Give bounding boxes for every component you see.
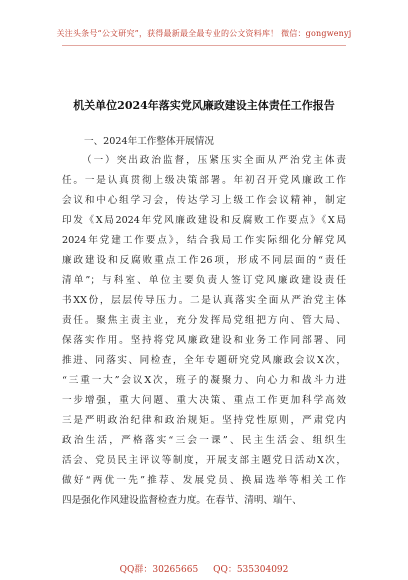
promo-divider xyxy=(62,45,346,46)
body-line: 政治生活，严格落实“三会一课”、民主生活会、组织生 xyxy=(62,435,346,446)
body-line: 2024年党建工作要点》，结合我局工作实际细化分解党风 xyxy=(62,235,346,246)
body-line: 推进、同落实、同检查，全年专题研究党风廉政会议X次， xyxy=(62,355,346,366)
body-line: 会议和中心组学习会，传达学习上级工作会议精神，制定 xyxy=(62,195,346,206)
body-line: 任。一是认真贯彻上级决策部署。年初召开党风廉政工作 xyxy=(62,175,346,186)
body-line: 活会、党员民主评议等制度，开展支部主题党日活动X次， xyxy=(62,455,346,466)
body-line: 保落实作用。坚持将党风廉政建设和业务工作同部署、同 xyxy=(62,335,346,346)
body-line: 责任。聚焦主责主业，充分发挥局党组把方向、管大局、 xyxy=(62,315,346,326)
body-line: 廉政建设和反腐败重点工作26项，形成不同层面的“责任 xyxy=(62,255,346,266)
footer-contact xyxy=(0,562,408,575)
body-line: 四是强化作风建设监督检查力度。在春节、清明、端午、 xyxy=(62,495,302,506)
footer-qq-group: QQ群：30265665 xyxy=(119,565,199,575)
body-line: 三是严明政治纪律和政治规矩。坚持党性原则，严肃党内 xyxy=(62,415,346,426)
promo-banner: 关注头条号“公文研究”，获得最新最全最专业的公文资料库！ 微信：gongwenyj xyxy=(56,29,352,38)
body-line: 印发《X局2024年党风廉政建设和反腐败工作要点》《X局 xyxy=(62,215,346,226)
section-heading: 一、2024年工作整体开展情况 xyxy=(84,136,214,147)
body-line: 清单”；与科室、单位主要负责人签订党风廉政建设责任 xyxy=(62,275,346,286)
footer-qq: QQ：535304092 xyxy=(213,565,289,575)
body-line: 书XX份，层层传导压力。二是认真落实全面从严治党主体 xyxy=(62,295,346,306)
document-title: 机关单位2024年落实党风廉政建设主体责任工作报告 xyxy=(73,99,335,112)
body-line: 一步增强，重大问题、重大决策、重点工作更加科学高效 xyxy=(62,395,346,406)
body-line: “三重一大”会议X次，班子的凝聚力、向心力和战斗力进 xyxy=(62,375,346,386)
document-body xyxy=(62,151,346,511)
body-line: （一）突出政治监督，压紧压实全面从严治党主体责 xyxy=(82,155,346,166)
body-line: 做好“两优一先”推荐、发展党员、换届选举等相关工作 xyxy=(62,475,346,486)
